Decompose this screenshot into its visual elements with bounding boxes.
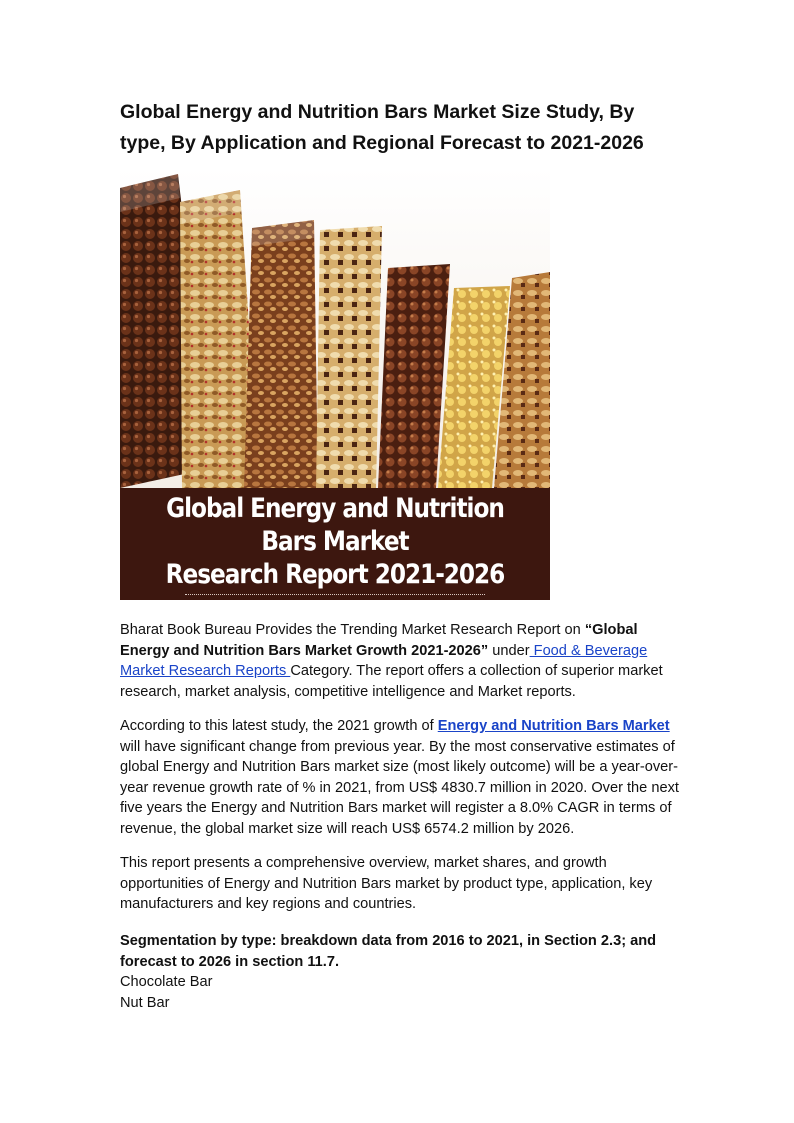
study-text: According to this latest study, the 2021 growth of	[120, 718, 438, 734]
intro-under: under	[488, 642, 530, 659]
intro-paragraph	[120, 620, 680, 702]
list-item: Chocolate Bar	[120, 974, 213, 990]
report-banner	[120, 488, 550, 625]
document-title: Global Energy and Nutrition Bars Market Size Study, By type, By Application and Regional Forecast to 2021-2026	[120, 101, 644, 154]
segmentation-section	[120, 931, 680, 1013]
list-item: Nut Bar	[120, 994, 170, 1011]
banner-title-line2: Research Report 2021-2026	[165, 559, 505, 590]
hero-image	[120, 168, 550, 625]
study-paragraph	[120, 716, 680, 839]
segmentation-heading: Segmentation by type: breakdown data from 2016 to 2021, in Section 2.3; and forecast to 2026 in section 11.7.	[120, 933, 657, 970]
energy-bars-photo	[120, 168, 550, 488]
intro-text-after: Category. The report offers a collection of superior market research, market analysis, competitive intelligence and Market reports.	[120, 663, 663, 700]
banner-url: www.bharatbook.com	[217, 599, 453, 625]
market-link[interactable]: Energy and Nutrition Bars Market	[437, 718, 670, 734]
overview-paragraph: This report presents a comprehensive overview, market shares, and growth opportunities of Energy and Nutrition Bars market by product type, application, key manufacturers and key regions and countries.	[120, 855, 653, 912]
intro-text: Bharat Book Bureau Provides the Trending Market Research Report on	[120, 622, 585, 638]
banner-title-line1: Global Energy and Nutrition Bars Market	[166, 493, 504, 557]
category-link[interactable]: Food & Beverage Market Research Reports	[120, 642, 648, 679]
report-name: “Global Energy and Nutrition Bars Market Growth 2021-2026”	[120, 622, 638, 659]
study-text-after: will have significant change from previous year. By the most conservative estimates of global Energy and Nutrition Bars market size (most likely outcome) will be a year-over-year revenue growth rate of % in 2021, from US$ 4830.7 million in 2020. Over the next five years the Energy and Nutrition Bars market will register a 8.0% CAGR in terms of revenue, the global market size will reach US$ 6574.2 million by 2026.	[120, 738, 679, 837]
